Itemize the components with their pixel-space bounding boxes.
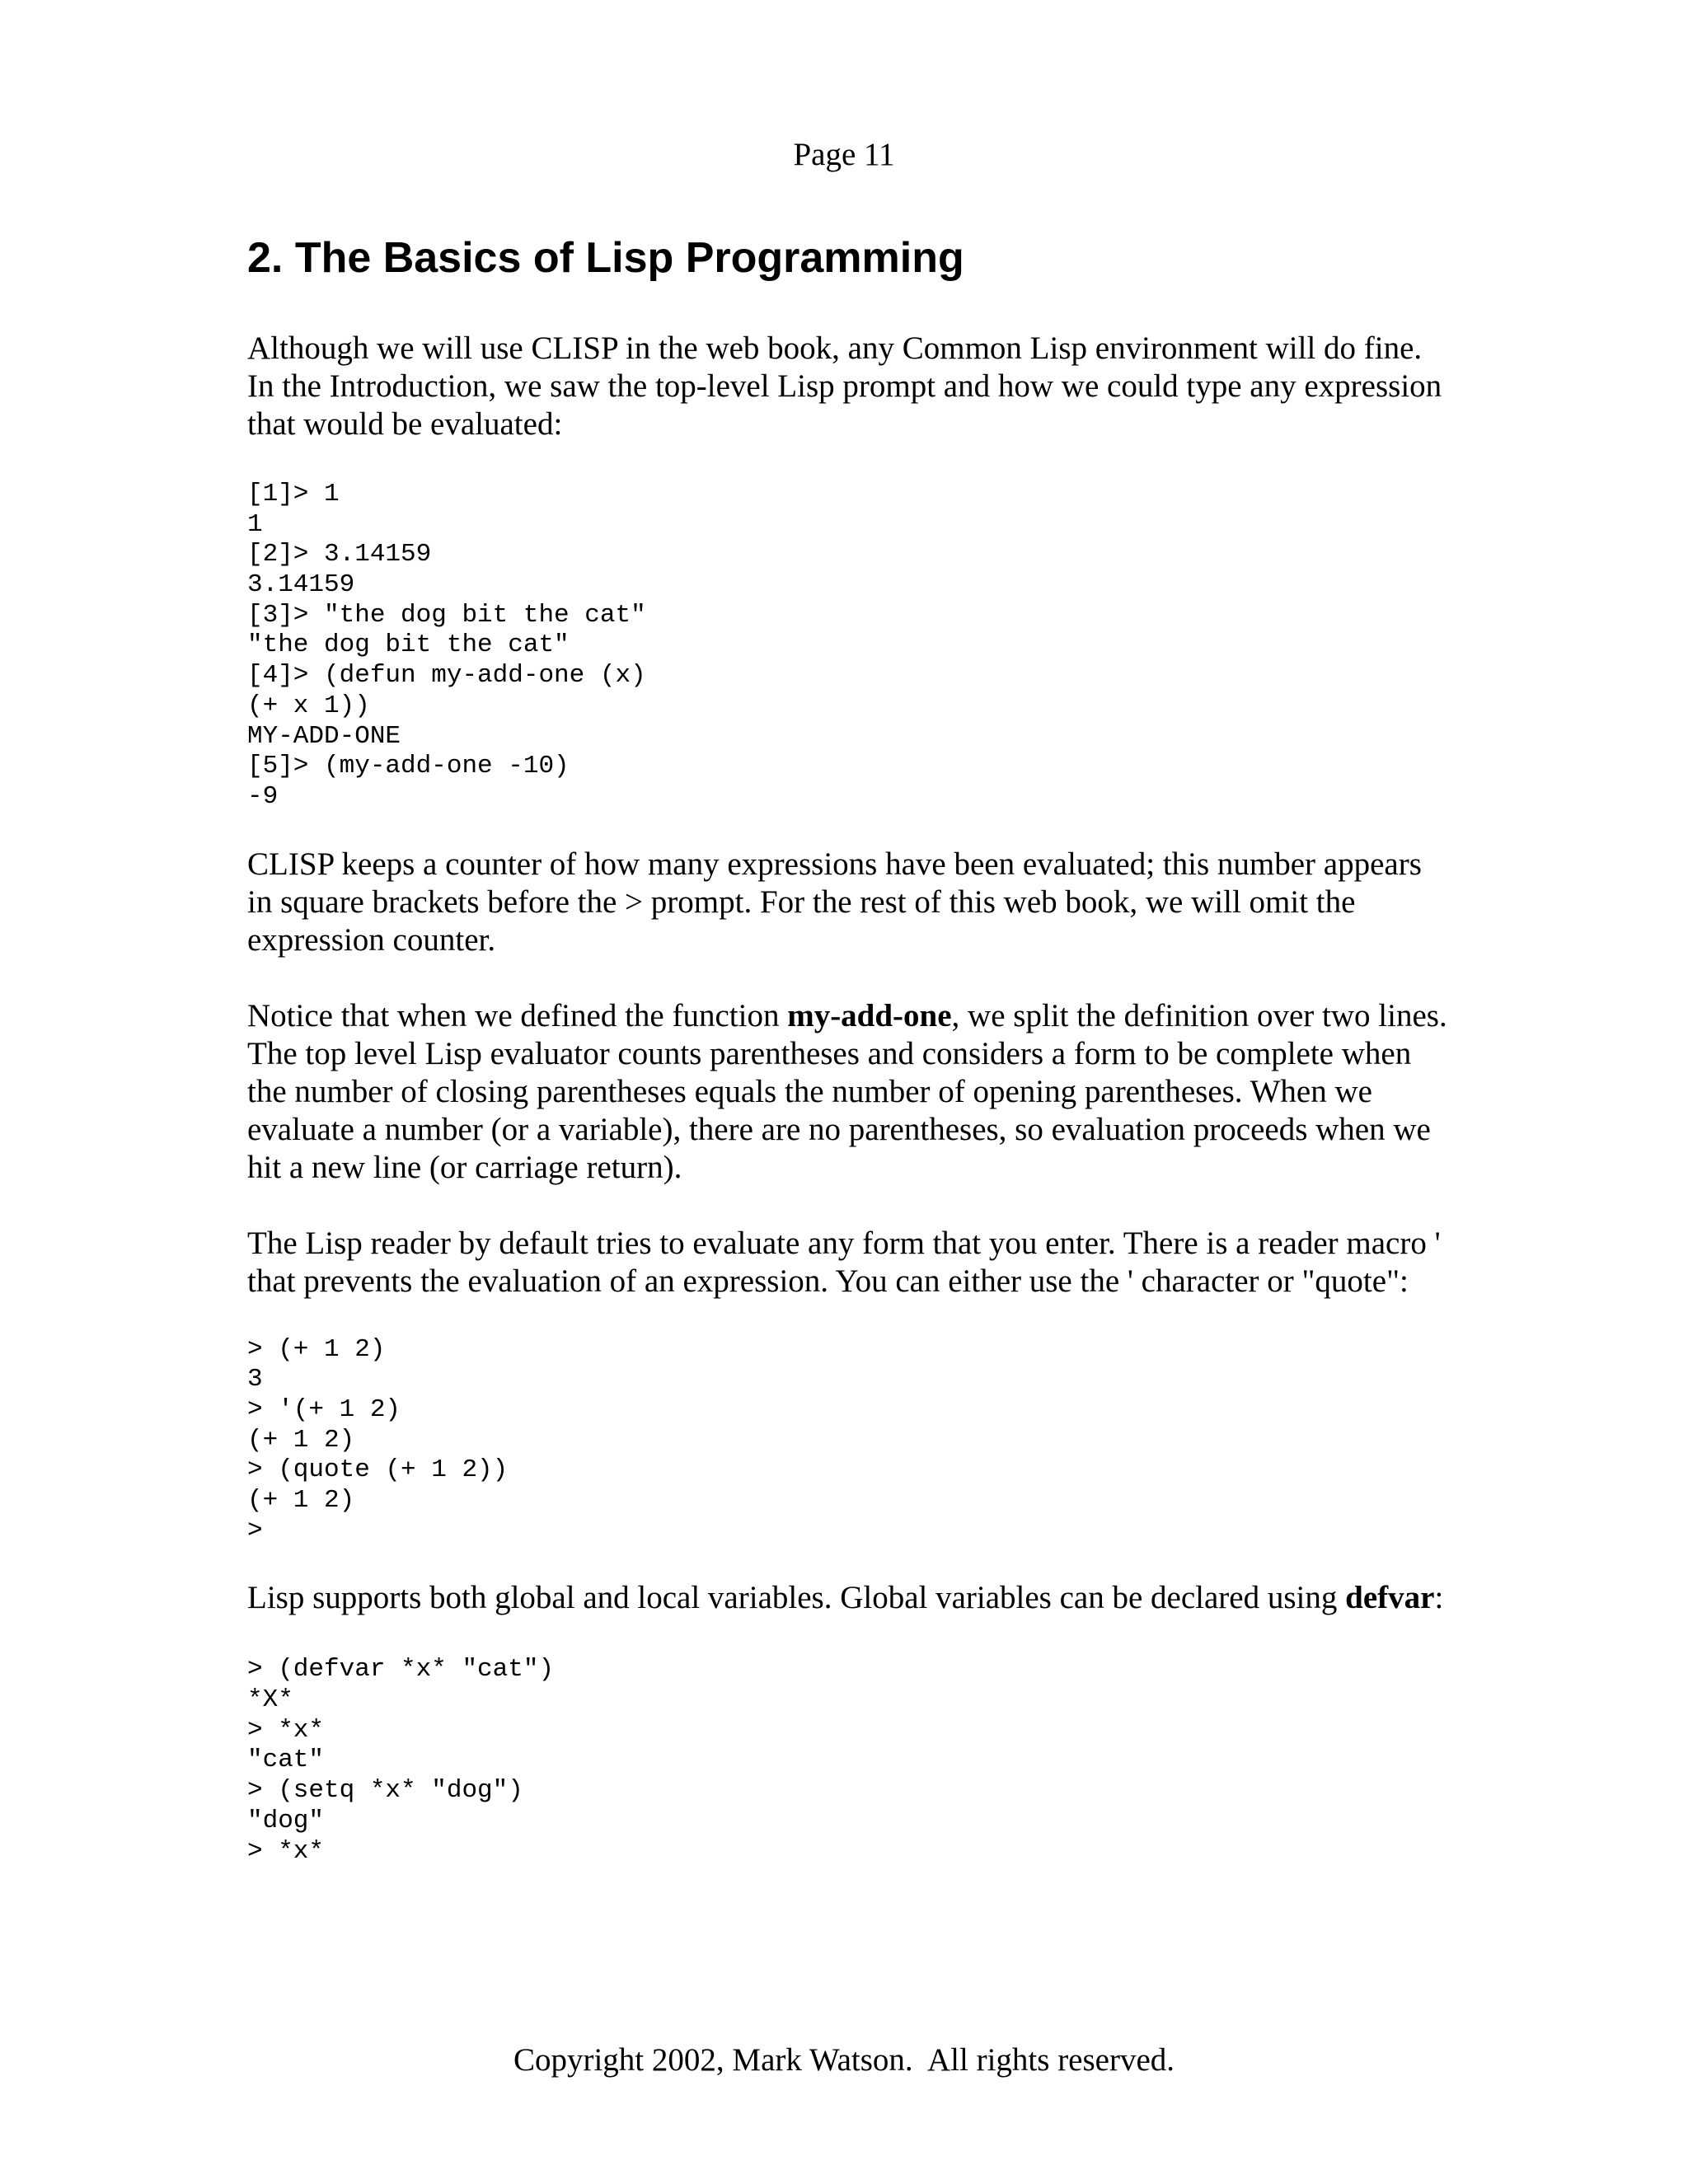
code-line: > (quote (+ 1 2)) — [247, 1455, 509, 1485]
code-block-quote — [247, 1335, 1451, 1547]
page-number: Page 11 — [793, 137, 895, 172]
function-name-bold: my-add-one — [787, 997, 952, 1033]
code-line: > (defvar *x* "cat") — [247, 1655, 555, 1685]
variables-text-end: : — [1434, 1580, 1444, 1616]
code-line: *X* — [247, 1685, 293, 1715]
code-line: > *x* — [247, 1715, 325, 1745]
paragraph-counter: CLISP keeps a counter of how many expressions have been evaluated; this number appears in square brackets before the > prompt. For the rest of this web book, we will omit the expression counter. — [247, 846, 1422, 958]
variables-text-start: Lisp supports both global and local variables. Global variables can be declared using — [247, 1580, 1346, 1616]
code-line: "the dog bit the cat" — [247, 630, 570, 660]
code-line: "dog" — [247, 1806, 325, 1835]
code-line: > — [247, 1516, 263, 1545]
defvar-bold: defvar — [1345, 1580, 1435, 1616]
page-body — [247, 231, 1451, 1867]
code-line: (+ 1 2) — [247, 1486, 355, 1515]
paragraph-variables — [247, 1579, 1451, 1617]
code-line: [1]> 1 — [247, 480, 340, 509]
code-line: > (+ 1 2) — [247, 1334, 386, 1364]
code-line: [2]> 3.14159 — [247, 540, 432, 569]
code-block-defvar — [247, 1655, 1451, 1867]
code-line: -9 — [247, 781, 279, 811]
notice-text-start: Notice that when we defined the function — [247, 997, 788, 1033]
copyright-footer: Copyright 2002, Mark Watson. All rights reserved. — [513, 2042, 1175, 2078]
code-block-repl — [247, 480, 1451, 813]
code-line: (+ x 1)) — [247, 691, 370, 720]
code-line: > '(+ 1 2) — [247, 1394, 401, 1424]
notice-text-end: , we split the definition over two lines. The top level Lisp evaluator counts parentheses and considers a form to be complete when the number of closing parentheses equals the number of opening parentheses. When we evaluate a number (or a variable), there are no parentheses, so evaluation proceeds when we hit a new line (or carriage return). — [247, 997, 1447, 1185]
code-line: MY-ADD-ONE — [247, 721, 401, 751]
code-line: (+ 1 2) — [247, 1425, 355, 1455]
code-line: 3 — [247, 1365, 263, 1394]
paragraph-reader: The Lisp reader by default tries to evaluate any form that you enter. There is a reader macro ' that prevents the evaluation of an expression. You can either use the ' character or "quote": — [247, 1225, 1441, 1299]
code-line: 1 — [247, 509, 263, 539]
code-line: [3]> "the dog bit the cat" — [247, 600, 646, 630]
code-line: "cat" — [247, 1746, 325, 1775]
chapter-title: 2. The Basics of Lisp Programming — [247, 234, 964, 282]
code-line: [5]> (my-add-one -10) — [247, 752, 570, 781]
code-line: 3.14159 — [247, 570, 355, 600]
code-line: [4]> (defun my-add-one (x) — [247, 661, 646, 691]
paragraph-intro: Although we will use CLISP in the web book, any Common Lisp environment will do fine. In the Introduction, we saw the top-level Lisp prompt and how we could type any expression that would be evaluated: — [247, 330, 1442, 442]
code-line: > (setq *x* "dog") — [247, 1776, 523, 1806]
paragraph-notice — [247, 997, 1451, 1187]
code-line: > *x* — [247, 1836, 325, 1866]
